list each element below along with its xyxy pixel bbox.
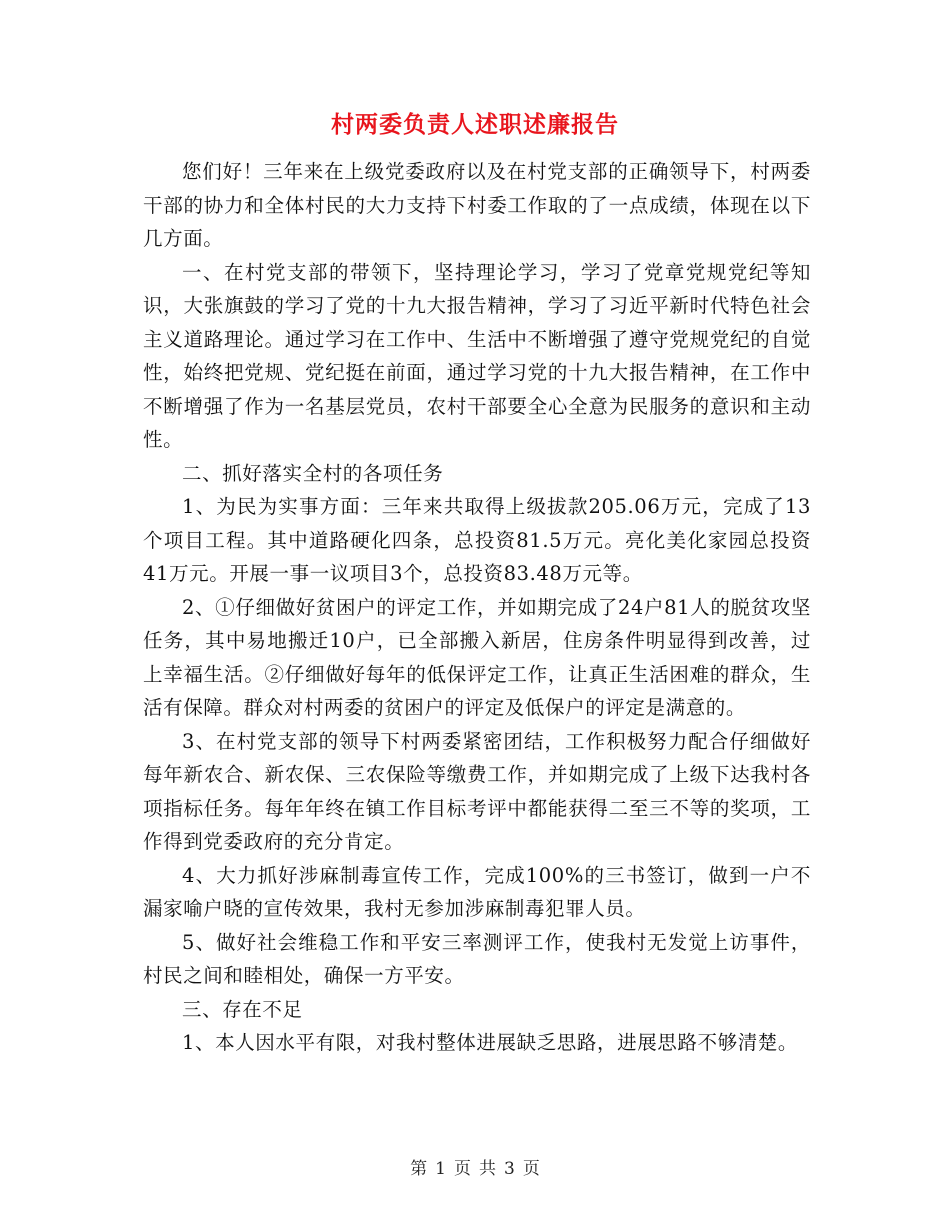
paragraph-greeting: 您们好！三年来在上级党委政府以及在村党支部的正确领导下，村两委干部的协力和全体村民的大力支持下村委工作取的了一点成绩，体现在以下几方面。 bbox=[143, 160, 811, 250]
paragraph-item-3: 3、在村党支部的领导下村两委紧密团结，工作积极努力配合仔细做好每年新农合、新农保、三农保险等缴费工作，并如期完成了上级下达我村各项指标任务。每年年终在镇工作目标考评中都能获得二至三不等的奖项，工作得到党委政府的充分肯定。 bbox=[143, 729, 811, 853]
footer-page-word: 页 bbox=[454, 1159, 471, 1179]
paragraph-section-3-heading: 三、存在不足 bbox=[182, 997, 303, 1021]
document-body bbox=[143, 155, 811, 1060]
footer-current-page: 1 bbox=[435, 1159, 446, 1179]
paragraph-item-2: 2、①仔细做好贫困户的评定工作，并如期完成了24户81人的脱贫攻坚任务，其中易地搬迁10户，已全部搬入新居，住房条件明显得到改善，过上幸福生活。②仔细做好每年的低保评定工作，让真正生活困难的群众，生活有保障。群众对村两委的贫困户的评定及低保户的评定是满意的。 bbox=[143, 595, 811, 719]
paragraph-shortcoming-1: 1、本人因水平有限，对我村整体进展缺乏思路，进展思路不够清楚。 bbox=[182, 1031, 799, 1054]
page-footer bbox=[0, 1154, 950, 1179]
footer-total-prefix: 共 bbox=[479, 1159, 496, 1179]
paragraph-section-1: 一、在村党支部的带领下，坚持理论学习，学习了党章党规党纪等知识，大张旗鼓的学习了党的十九大报告精神，学习了习近平新时代特色社会主义道路理论。通过学习在工作中、生活中不断增强了遵守党规党纪的自觉性，始终把党规、党纪挺在前面，通过学习党的十九大报告精神，在工作中不断增强了作为一名基层党员，农村干部要全心全意为民服务的意识和主动性。 bbox=[143, 260, 811, 451]
footer-total-pages: 3 bbox=[504, 1159, 515, 1179]
footer-prefix: 第 bbox=[410, 1159, 428, 1179]
paragraph-item-1: 1、为民为实事方面：三年来共取得上级拔款205.06万元，完成了13个项目工程。其中道路硬化四条，总投资81.5万元。亮化美化家园总投资41万元。开展一事一议项目3个，总投资83.48万元等。 bbox=[143, 495, 811, 585]
document-title: 村两委负责人述职述廉报告 bbox=[331, 111, 619, 138]
paragraph-item-4: 4、大力抓好涉麻制毒宣传工作，完成100%的三书签订，做到一户不漏家喻户晓的宣传效果，我村无参加涉麻制毒犯罪人员。 bbox=[143, 863, 811, 920]
paragraph-section-2-heading: 二、抓好落实全村的各项任务 bbox=[182, 461, 444, 485]
paragraph-item-5: 5、做好社会维稳工作和平安三率测评工作，使我村无发觉上访事件，村民之间和睦相处，确保一方平安。 bbox=[143, 930, 811, 987]
footer-suffix: 页 bbox=[522, 1159, 540, 1179]
